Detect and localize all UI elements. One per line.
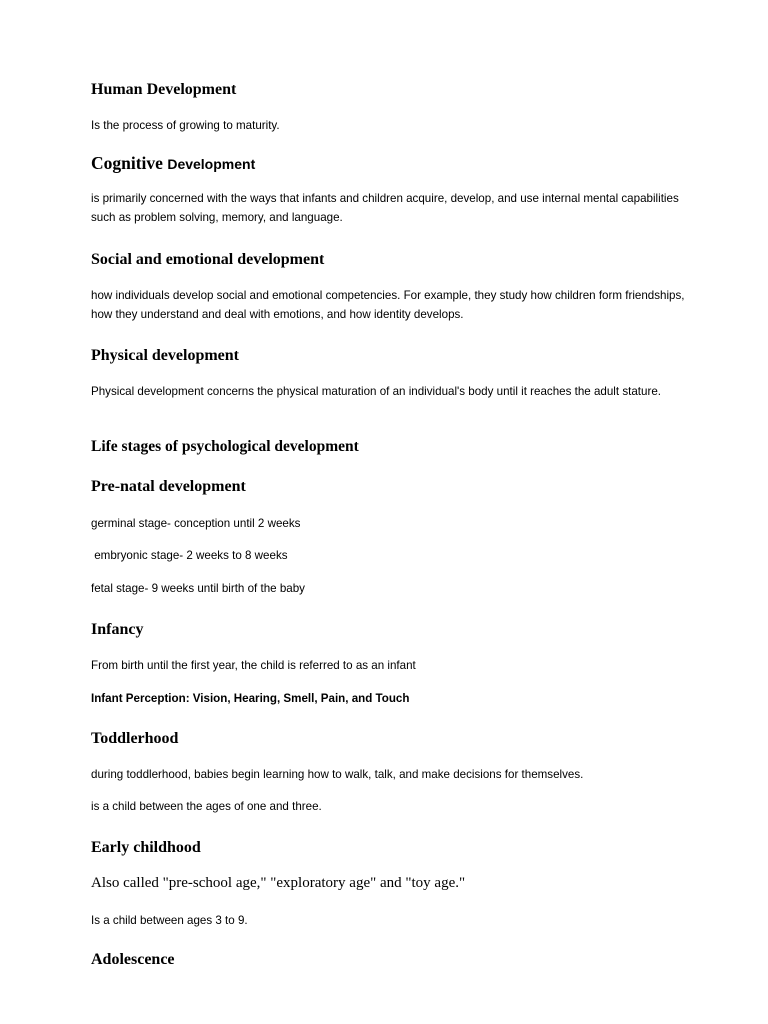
physical-development-text: Physical development concerns the physical maturation of an individual's body until it reaches the adult stature. bbox=[91, 385, 661, 398]
heading-social-emotional-development: Social and emotional development bbox=[91, 251, 325, 268]
heading-cognitive-development bbox=[91, 153, 255, 174]
infancy-text: From birth until the first year, the child is referred to as an infant bbox=[91, 659, 416, 672]
social-emotional-text: how individuals develop social and emotional competencies. For example, they study how children form friendships, how they understand and deal with emotions, and how identity develops. bbox=[91, 289, 685, 321]
toddlerhood-age-text: is a child between the ages of one and three. bbox=[91, 800, 322, 813]
heading-cognitive-serif: Cognitive bbox=[91, 153, 163, 173]
heading-toddlerhood: Toddlerhood bbox=[91, 730, 179, 747]
heading-prenatal-development: Pre-natal development bbox=[91, 478, 246, 495]
heading-early-childhood: Early childhood bbox=[91, 839, 201, 856]
heading-adolescence: Adolescence bbox=[91, 951, 175, 968]
heading-cognitive-sans: Development bbox=[167, 156, 256, 172]
embryonic-stage-text: embryonic stage- 2 weeks to 8 weeks bbox=[91, 549, 288, 562]
germinal-stage-text: germinal stage- conception until 2 weeks bbox=[91, 517, 301, 530]
heading-life-stages: Life stages of psychological development bbox=[91, 438, 359, 455]
human-development-text: Is the process of growing to maturity. bbox=[91, 119, 280, 132]
early-childhood-also-called: Also called "pre-school age," "exploratory age" and "toy age." bbox=[91, 875, 466, 891]
infant-perception-text: Infant Perception: Vision, Hearing, Smell, Pain, and Touch bbox=[91, 692, 410, 705]
toddlerhood-text: during toddlerhood, babies begin learning how to walk, talk, and make decisions for themselves. bbox=[91, 768, 584, 781]
heading-physical-development: Physical development bbox=[91, 347, 239, 364]
cognitive-development-text: is primarily concerned with the ways that infants and children acquire, develop, and use internal mental capabilities such as problem solving, memory, and language. bbox=[91, 192, 679, 224]
heading-infancy: Infancy bbox=[91, 621, 144, 638]
early-childhood-age-text: Is a child between ages 3 to 9. bbox=[91, 914, 248, 927]
heading-human-development: Human Development bbox=[91, 81, 237, 98]
fetal-stage-text: fetal stage- 9 weeks until birth of the baby bbox=[91, 582, 305, 595]
